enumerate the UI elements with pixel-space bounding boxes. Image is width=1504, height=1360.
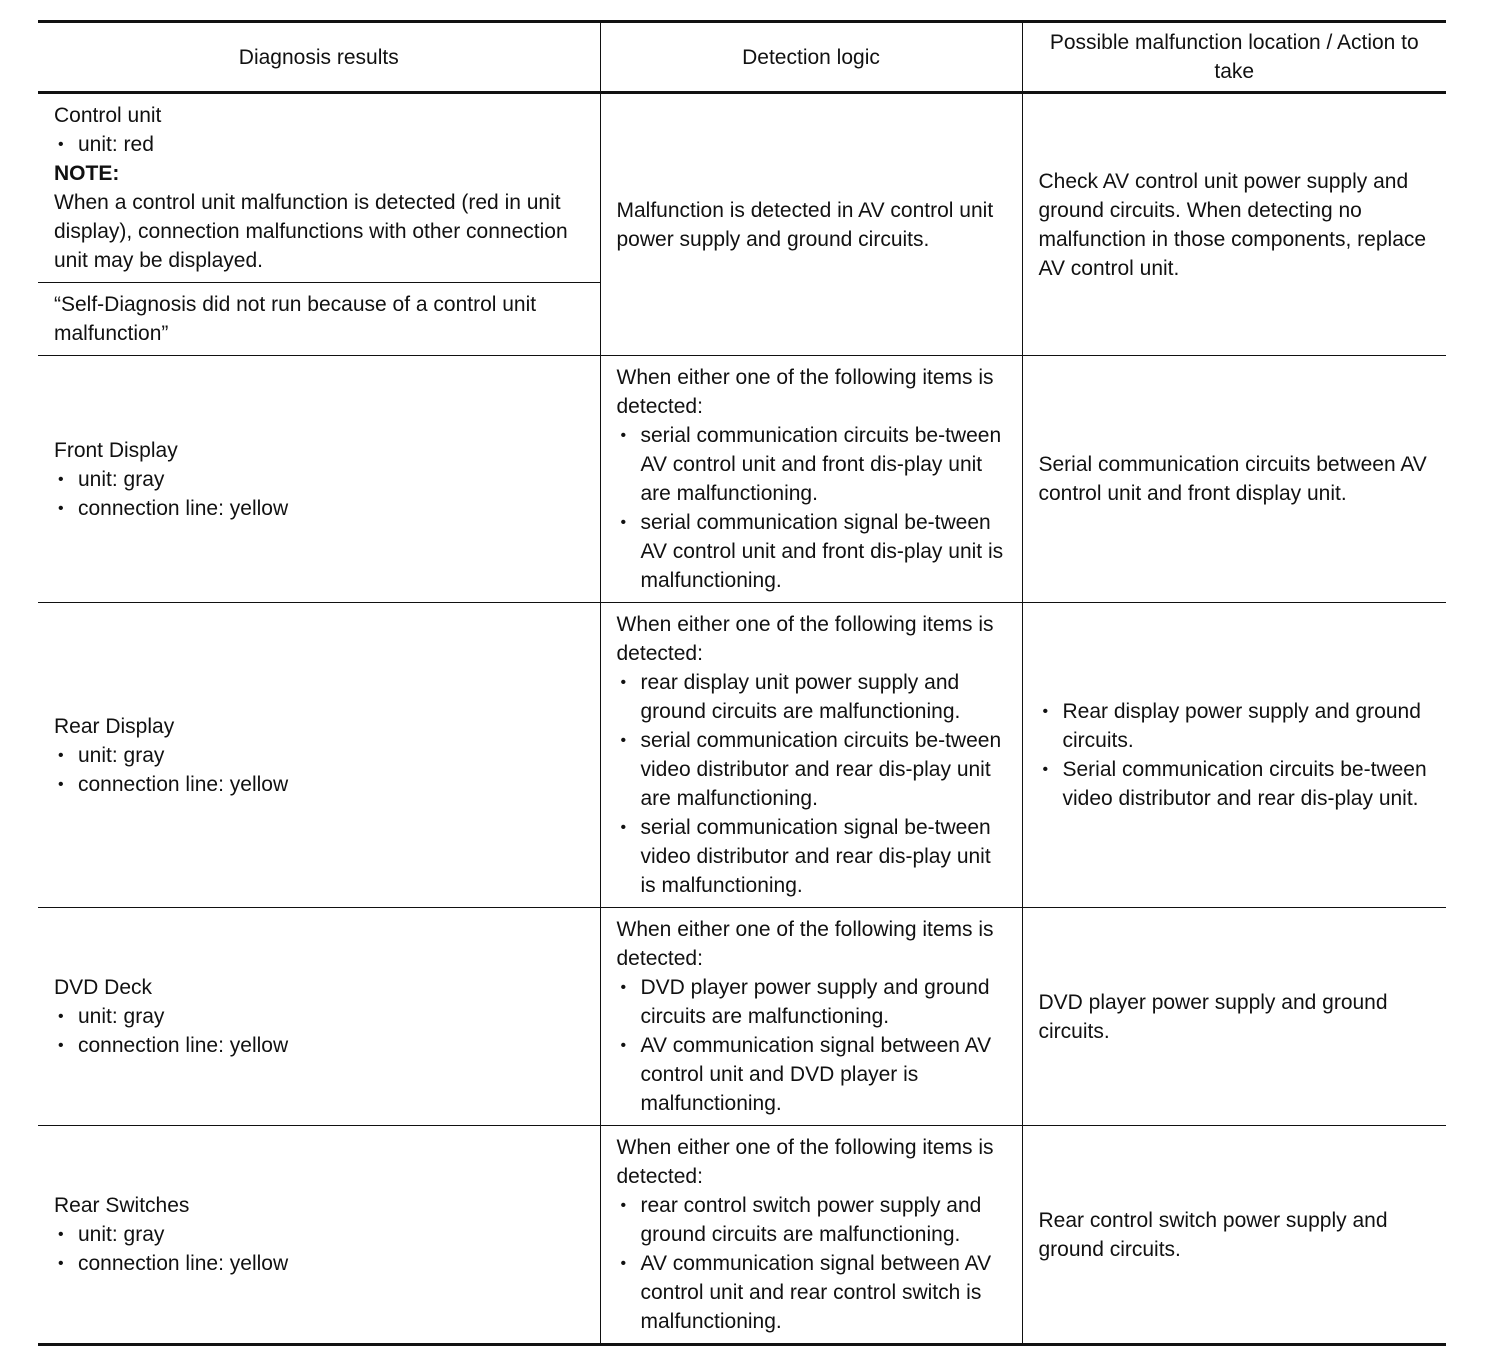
header-detection-logic: Detection logic: [600, 22, 1022, 93]
dvd-deck-action: DVD player power supply and ground circuits.: [1038, 990, 1388, 1043]
logic-intro: When either one of the following items is detected:: [616, 366, 994, 418]
list-item: • Rear display power supply and ground circuits.: [1039, 697, 1433, 755]
list-item: • connection line: yellow: [54, 1249, 586, 1278]
table-row-rear-switches: [38, 1126, 1446, 1345]
header-diagnosis-results: Diagnosis results: [238, 45, 399, 69]
control-unit-action: Check AV control unit power supply and ground circuits. When detecting no malfunction in those components, replace AV control unit.: [1038, 169, 1427, 280]
rear-display-logic: [600, 603, 1022, 908]
list-item: • AV communication signal between AV control unit and rear control switch is malfunctioning.: [617, 1249, 1008, 1336]
rear-switches-title: Rear Switches: [54, 1194, 190, 1217]
self-diagnosis-text: “Self-Diagnosis did not run because of a control unit malfunction”: [38, 283, 600, 356]
list-item: • rear display unit power supply and ground circuits are malfunctioning.: [617, 668, 1008, 726]
rear-switches-logic: [600, 1126, 1022, 1345]
list-item: • connection line: yellow: [54, 1031, 586, 1060]
dvd-deck-logic: [600, 908, 1022, 1126]
table-row-control-unit: [38, 93, 1446, 283]
table-row-dvd-deck: [38, 908, 1446, 1126]
front-display-title: Front Display: [54, 438, 178, 462]
list-item: • rear control switch power supply and ground circuits are malfunctioning.: [617, 1191, 1008, 1249]
rear-display-results: [38, 603, 600, 908]
front-display-action: Serial communication circuits between AV control unit and front display unit.: [1038, 453, 1427, 505]
list-item: • connection line: yellow: [54, 770, 586, 799]
list-item: • DVD player power supply and ground circuits are malfunctioning.: [617, 973, 1008, 1031]
table-row-front-display: [38, 356, 1446, 603]
list-item: • unit: gray: [54, 1220, 586, 1249]
list-item: • serial communication signal be-tween AV control unit and front dis-play unit is malfunctioning.: [617, 508, 1008, 595]
list-item: • Serial communication circuits be-tween video distributor and rear dis-play unit.: [1039, 755, 1433, 813]
list-item: • serial communication signal be-tween video distributor and rear dis-play unit is malfunctioning.: [617, 813, 1008, 900]
list-item: • serial communication circuits be-tween video distributor and rear dis-play unit are malfunctioning.: [617, 726, 1008, 813]
rear-display-action: [1022, 603, 1446, 908]
logic-intro: When either one of the following items is detected:: [616, 1136, 994, 1188]
control-unit-logic: Malfunction is detected in AV control unit power supply and ground circuits.: [600, 93, 1022, 356]
control-unit-bullet: • unit: red: [54, 130, 586, 159]
rear-switches-action: Rear control switch power supply and ground circuits.: [1038, 1208, 1388, 1261]
front-display-results: [38, 356, 600, 603]
note-label: NOTE:: [54, 162, 120, 185]
dvd-deck-title: DVD Deck: [54, 976, 153, 999]
note-text: When a control unit malfunction is detected (red in unit display), connection malfunctions with other connection unit may be displayed.: [54, 191, 568, 272]
table-row-rear-display: [38, 603, 1446, 908]
logic-intro: When either one of the following items is detected:: [616, 918, 994, 970]
list-item: • serial communication circuits be-tween AV control unit and front dis-play unit are malfunctioning.: [617, 421, 1008, 508]
logic-intro: When either one of the following items is detected:: [616, 613, 994, 665]
list-item: • AV communication signal between AV control unit and DVD player is malfunctioning.: [617, 1031, 1008, 1118]
diagnosis-table: [38, 20, 1446, 1346]
table-header-row: [38, 22, 1446, 93]
list-item: • unit: gray: [54, 741, 586, 770]
dvd-deck-results: [38, 908, 600, 1126]
header-action: Possible malfunction location / Action to take: [1049, 31, 1419, 83]
list-item: • unit: gray: [54, 1002, 586, 1031]
front-display-logic: [600, 356, 1022, 603]
list-item: • connection line: yellow: [54, 494, 586, 523]
control-unit-title: Control unit: [54, 104, 162, 127]
rear-switches-results: [38, 1126, 600, 1345]
control-unit-results: [38, 93, 600, 283]
rear-display-title: Rear Display: [54, 714, 175, 738]
list-item: • unit: gray: [54, 465, 586, 494]
